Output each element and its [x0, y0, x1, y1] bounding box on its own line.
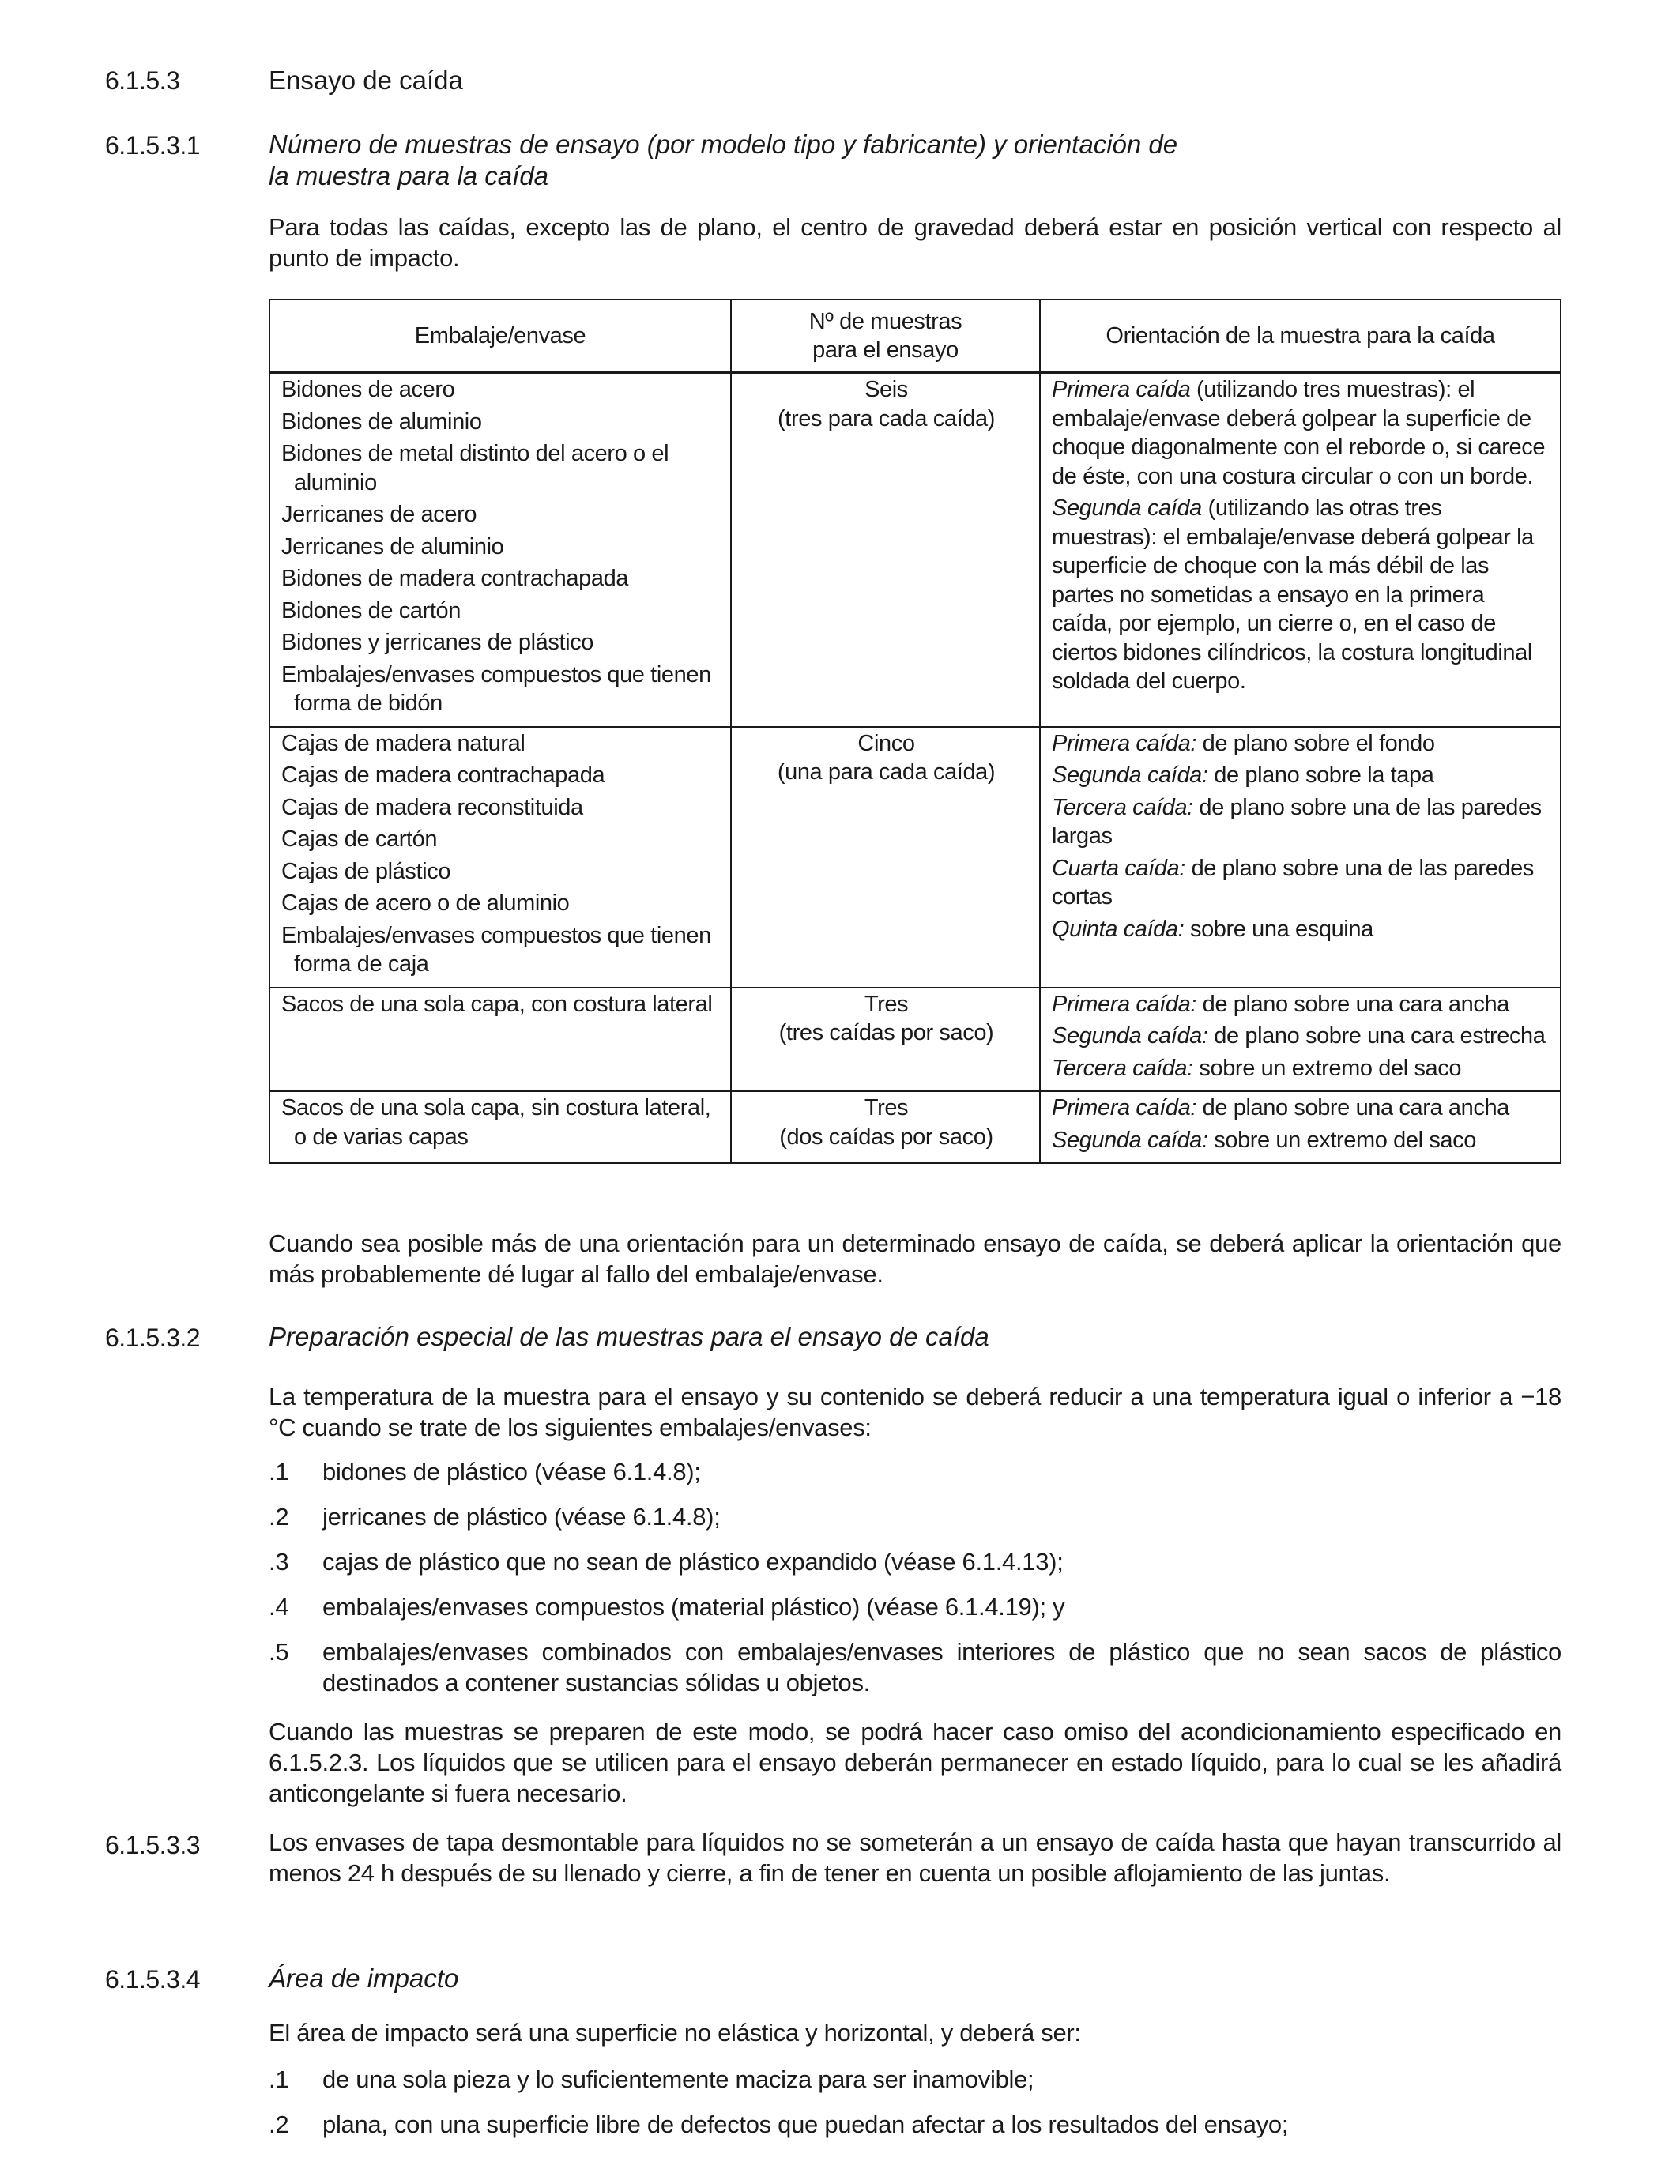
list-index: .4 — [269, 1593, 289, 1621]
list-text: de una sola pieza y lo suficientemente maciza para ser inamovible; — [322, 2065, 1034, 2093]
drop-orientation — [1052, 761, 1550, 790]
list-index: .1 — [269, 2065, 289, 2093]
packaging-type: Bidones de cartón — [281, 597, 461, 623]
drop-orientation — [1052, 1054, 1550, 1083]
list-index: .5 — [269, 1638, 289, 1666]
table-header-row — [269, 299, 1561, 373]
packaging-type: Sacos de una sola capa, con costura lateral — [281, 991, 713, 1017]
drop-description: de plano sobre una cara ancha — [1196, 991, 1509, 1017]
packaging-cell — [269, 1091, 731, 1163]
packaging-type: Embalajes/envases compuestos que tienen forma de bidón — [281, 661, 711, 716]
packaging-type: Sacos de una sola capa, sin costura lateral, o de varias capas — [281, 1095, 711, 1150]
table-row — [269, 988, 1561, 1092]
drop-description: de plano sobre una de las paredes cortas — [1052, 855, 1534, 909]
subsection-4-title: Área de impacto — [269, 1964, 459, 1993]
list-index: .2 — [269, 2111, 289, 2138]
packaging-type: Cajas de madera contrachapada — [281, 763, 605, 788]
drop-description: sobre un extremo del saco — [1207, 1127, 1476, 1153]
subsection-1-title-line1: Número de muestras de ensayo (por modelo tipo y fabricante) y orientación de — [269, 130, 1178, 159]
subsection-1-intro: Para todas las caídas, excepto las de plano, el centro de gravedad deberá estar en posición vertical con respecto al punto de impacto. — [269, 213, 1561, 272]
drop-orientation — [1052, 793, 1550, 851]
drop-label: Tercera caída: — [1052, 1055, 1193, 1081]
table-row — [269, 373, 1561, 727]
drop-description: de plano sobre una cara ancha — [1196, 1095, 1509, 1120]
drop-description: sobre un extremo del saco — [1192, 1055, 1462, 1081]
header-orientation: Orientación de la muestra para la caída — [1040, 299, 1561, 373]
orientation-cell — [1040, 727, 1561, 988]
drop-label: Primera caída: — [1052, 1095, 1196, 1120]
drop-label: Tercera caída: — [1052, 794, 1193, 820]
packaging-type: Cajas de cartón — [281, 827, 438, 852]
table-row — [269, 727, 1561, 988]
sample-count-cell — [731, 1091, 1040, 1163]
list-text: jerricanes de plástico (véase 6.1.4.8); — [322, 1503, 721, 1531]
packaging-type: Bidones y jerricanes de plástico — [281, 630, 594, 655]
subsection-3-text: Los envases de tapa desmontable para líquidos no se someterán a un ensayo de caída hasta que hayan transcurrido al menos 24 h después de su llenado y cierre, a fin de tener en cuenta un posible aflojamiento de las juntas. — [269, 1828, 1561, 1887]
drop-label: Primera caída: — [1052, 991, 1196, 1017]
list-text: plana, con una superficie libre de defectos que puedan afectar a los resultados del ensayo; — [322, 2111, 1289, 2138]
header-packaging: Embalaje/envase — [269, 299, 731, 373]
after-table-paragraph: Cuando sea posible más de una orientación para un determinado ensayo de caída, se deberá aplicar la orientación que más probablemente dé lugar al fallo del embalaje/envase. — [269, 1229, 1561, 1288]
packaging-type: Cajas de madera natural — [281, 730, 525, 756]
drop-orientation — [1052, 854, 1550, 912]
list-text: embalajes/envases combinados con embalajes/envases interiores de plástico que no sean sacos de plástico destinados a contener sustancias sólidas u objetos. — [322, 1638, 1561, 1696]
sample-count-note: (tres caídas por saco) — [778, 1020, 994, 1045]
subsection-1-number: 6.1.5.3.1 — [105, 131, 201, 160]
orientation-cell — [1040, 988, 1561, 1092]
header-sample-count-line1: Nº de muestras — [808, 308, 962, 334]
drop-orientation — [1052, 729, 1550, 759]
packaging-cell — [269, 727, 731, 988]
sample-count: Tres — [864, 991, 909, 1017]
sample-count-cell — [731, 727, 1040, 988]
drop-description: de plano sobre una de las paredes largas — [1052, 794, 1542, 849]
drop-description: (utilizando las otras tres muestras): el embalaje/envase deberá golpear la superficie de choque con la más débil de las partes no sometidas a ensayo en la primera caída, por ejemplo, un cierre o, en el caso de ciertos bidones cilíndricos, la costura longitudinal soldada del cuerpo. — [1052, 495, 1534, 694]
sample-count: Tres — [864, 1095, 909, 1120]
drop-label: Primera caída: — [1052, 730, 1196, 756]
subsection-1-title — [269, 129, 1612, 192]
packaging-type: Cajas de madera reconstituida — [281, 794, 583, 820]
drop-label: Segunda caída — [1052, 495, 1202, 521]
drop-orientation — [1052, 1094, 1550, 1123]
orientation-cell — [1040, 1091, 1561, 1163]
subsection-1-title-line2: la muestra para la caída — [269, 161, 549, 190]
sample-count-note: (dos caídas por saco) — [779, 1124, 993, 1150]
sample-count: Seis — [864, 377, 908, 402]
drop-label: Segunda caída: — [1052, 1023, 1208, 1049]
drop-orientation — [1052, 915, 1550, 944]
drop-label: Primera caída — [1052, 377, 1191, 402]
packaging-type: Embalajes/envases compuestos que tienen forma de caja — [281, 922, 711, 977]
header-sample-count — [731, 299, 1040, 373]
section-number: 6.1.5.3 — [105, 66, 180, 95]
subsection-2-number: 6.1.5.3.2 — [105, 1324, 201, 1352]
list-text: bidones de plástico (véase 6.1.4.8); — [322, 1458, 701, 1485]
orientation-cell — [1040, 373, 1561, 727]
packaging-type: Bidones de madera contrachapada — [281, 566, 629, 591]
subsection-2-closing: Cuando las muestras se preparen de este modo, se podrá hacer caso omiso del acondicionamiento especificado en 6.1.5.2.3. Los líquidos que se utilicen para el ensayo deberán permanecer en estado líquido, para lo cual se les añadirá anticongelante si fuera necesario. — [269, 1718, 1561, 1807]
subsection-2-title: Preparación especial de las muestras para el ensayo de caída — [269, 1322, 989, 1351]
sample-count-cell — [731, 373, 1040, 727]
drop-description: de plano sobre la tapa — [1207, 763, 1434, 788]
subsection-4-intro: El área de impacto será una superficie no elástica y horizontal, y deberá ser: — [269, 2019, 1081, 2047]
drop-test-table — [269, 299, 1561, 1164]
packaging-type: Cajas de acero o de aluminio — [281, 891, 570, 916]
packaging-type: Bidones de acero — [281, 377, 455, 402]
sample-count-note: (una para cada caída) — [777, 759, 996, 785]
packaging-type: Jerricanes de aluminio — [281, 533, 504, 559]
drop-description: de plano sobre una cara estrecha — [1207, 1023, 1546, 1049]
drop-description: (utilizando tres muestras): el embalaje/envase deberá golpear la superficie de choque diagonalmente con el reborde o, si carece de éste, con una costura circular o con un borde. — [1052, 377, 1546, 489]
drop-description: de plano sobre el fondo — [1196, 730, 1435, 756]
packaging-cell — [269, 373, 731, 727]
packaging-type: Bidones de aluminio — [281, 409, 482, 435]
drop-orientation — [1052, 494, 1550, 696]
list-index: .1 — [269, 1458, 289, 1485]
header-sample-count-line2: para el ensayo — [812, 337, 959, 363]
drop-label: Segunda caída: — [1052, 763, 1208, 788]
drop-orientation — [1052, 375, 1550, 491]
drop-label: Quinta caída: — [1052, 916, 1185, 942]
packaging-type: Cajas de plástico — [281, 858, 451, 884]
drop-description: sobre una esquina — [1184, 916, 1373, 942]
subsection-4-number: 6.1.5.3.4 — [105, 1965, 201, 1994]
list-text: cajas de plástico que no sean de plástico expandido (véase 6.1.4.13); — [322, 1548, 1064, 1576]
list-text: embalajes/envases compuestos (material plástico) (véase 6.1.4.19); y — [322, 1593, 1065, 1621]
drop-orientation — [1052, 1126, 1550, 1155]
subsection-3-number: 6.1.5.3.3 — [105, 1831, 201, 1859]
packaging-type: Bidones de metal distinto del acero o el aluminio — [281, 441, 669, 495]
drop-label: Segunda caída: — [1052, 1127, 1208, 1153]
section-title: Ensayo de caída — [269, 66, 463, 95]
drop-label: Cuarta caída: — [1052, 855, 1185, 881]
list-index: .3 — [269, 1548, 289, 1576]
table-row — [269, 1091, 1561, 1163]
sample-count: Cinco — [857, 730, 915, 756]
sample-count-cell — [731, 988, 1040, 1092]
drop-orientation — [1052, 990, 1550, 1019]
subsection-2-intro: La temperatura de la muestra para el ensayo y su contenido se deberá reducir a una temperatura igual o inferior a −18 °C cuando se trate de los siguientes embalajes/envases: — [269, 1383, 1561, 1441]
packaging-cell — [269, 988, 731, 1092]
packaging-type: Jerricanes de acero — [281, 502, 477, 527]
drop-orientation — [1052, 1022, 1550, 1051]
list-index: .2 — [269, 1503, 289, 1531]
sample-count-note: (tres para cada caída) — [778, 405, 995, 431]
